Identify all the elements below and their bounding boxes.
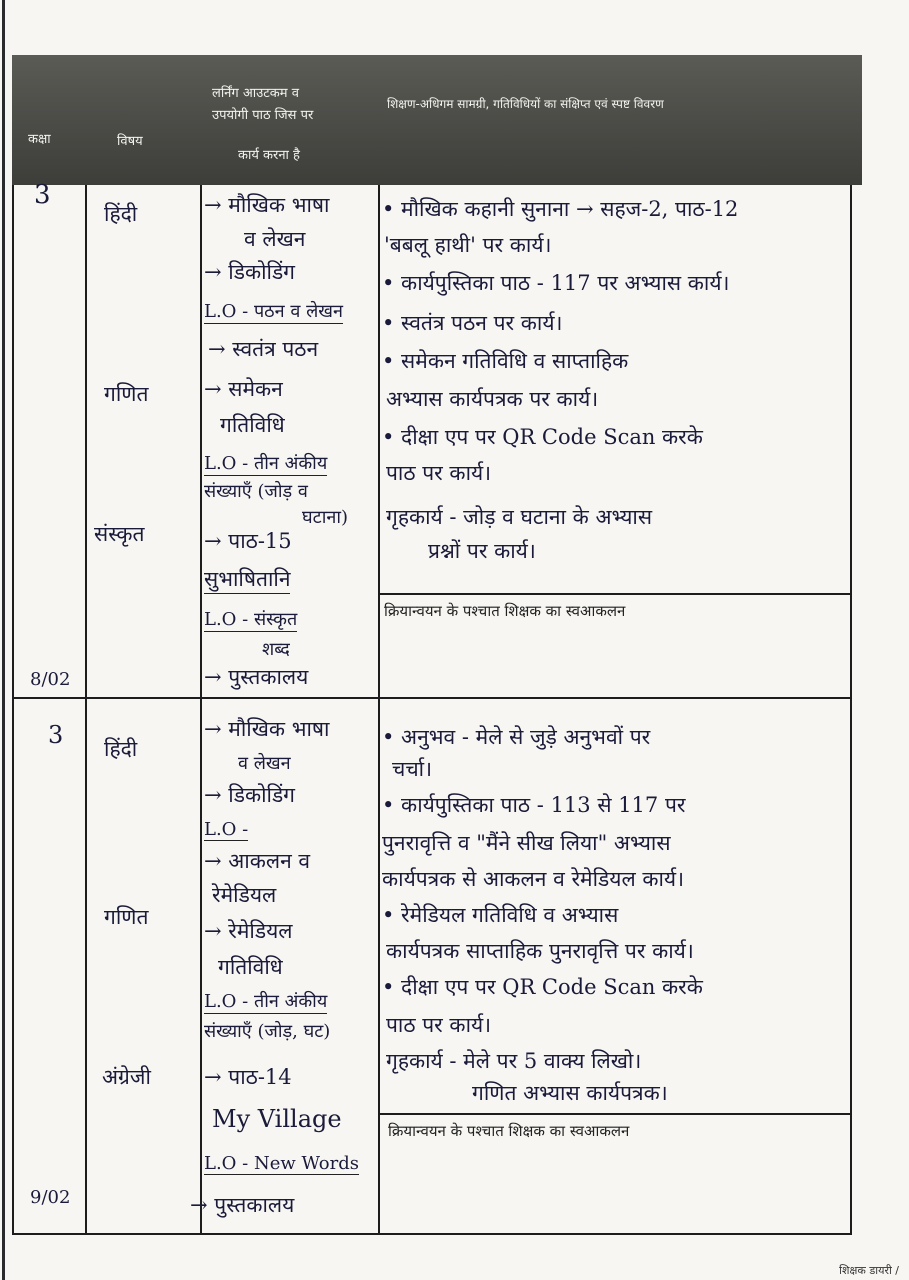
block2-outcome: → डिकोडिंग bbox=[204, 783, 296, 807]
block2-activity: गणित अभ्यास कार्यपत्रक। bbox=[472, 1081, 668, 1105]
block1-activity: 'बबलू हाथी' पर कार्य। bbox=[384, 233, 552, 257]
block1-outcome: → पुस्तकालय bbox=[204, 665, 309, 689]
self-assessment-divider-1 bbox=[378, 593, 852, 595]
block2-subject-hindi: हिंदी bbox=[104, 737, 138, 761]
block1-outcome: संख्याएँ (जोड़ व bbox=[204, 481, 308, 502]
block2-outcome: L.O - तीन अंकीय bbox=[204, 991, 328, 1012]
lesson-plan-table bbox=[12, 55, 862, 1235]
block2-outcome: रेमेडियल bbox=[212, 883, 277, 907]
header-outcome-3: कार्य करना है bbox=[238, 148, 300, 163]
header-outcome-1: लर्निंग आउटकम व bbox=[212, 86, 299, 101]
col-divider-1 bbox=[85, 185, 87, 1235]
block2-activity: • कार्यपुस्तिका पाठ - 113 से 117 पर bbox=[382, 793, 686, 817]
block1-outcome: → स्वतंत्र पठन bbox=[208, 337, 319, 361]
block2-date: 9/02 bbox=[30, 1187, 71, 1208]
col-divider-3 bbox=[378, 185, 380, 1235]
block2-outcome: L.O - bbox=[204, 819, 249, 840]
page-binding-edge bbox=[2, 0, 5, 1280]
block1-outcome: शब्द bbox=[262, 639, 290, 660]
block2-subject-english: अंग्रेजी bbox=[102, 1065, 151, 1089]
block2-self-assessment-label: क्रियान्वयन के पश्चात शिक्षक का स्वआकलन bbox=[388, 1122, 630, 1140]
header-class: कक्षा bbox=[28, 132, 51, 147]
block1-outcome: L.O - पठन व लेखन bbox=[204, 301, 343, 322]
header-subject: विषय bbox=[117, 134, 143, 149]
block2-class: 3 bbox=[48, 721, 64, 749]
block1-activity: पाठ पर कार्य। bbox=[386, 461, 492, 485]
col-divider-2 bbox=[200, 185, 202, 1235]
block1-outcome: व लेखन bbox=[244, 227, 306, 251]
table-left-border bbox=[12, 185, 14, 1235]
block1-outcome: सुभाषितानि bbox=[204, 565, 290, 594]
block1-class: 3 bbox=[34, 180, 51, 210]
block1-activity: • दीक्षा एप पर QR Code Scan करके bbox=[382, 425, 703, 449]
row-divider bbox=[12, 697, 852, 699]
block1-outcome: → पाठ-15 bbox=[204, 529, 292, 553]
block2-subject-maths: गणित bbox=[104, 905, 149, 929]
block1-outcome: गतिविधि bbox=[220, 413, 285, 437]
block2-activity: कार्यपत्रक साप्ताहिक पुनरावृत्ति पर कार्य। bbox=[386, 939, 694, 963]
block1-outcome: घटाना) bbox=[302, 507, 349, 528]
block1-outcome: → डिकोडिंग bbox=[204, 260, 296, 284]
block1-outcome: → मौखिक भाषा bbox=[204, 193, 330, 217]
table-right-border bbox=[850, 185, 852, 1235]
block2-outcome: गतिविधि bbox=[218, 955, 283, 979]
block1-outcome: L.O - संस्कृत bbox=[204, 609, 298, 630]
block2-activity: चर्चा। bbox=[392, 757, 433, 781]
page-footer: शिक्षक डायरी / bbox=[839, 1264, 899, 1277]
header-outcome-2: उपयोगी पाठ जिस पर bbox=[212, 108, 314, 123]
block2-outcome: My Village bbox=[212, 1105, 342, 1133]
block1-activity: अभ्यास कार्यपत्रक पर कार्य। bbox=[386, 387, 599, 411]
block1-activity: • मौखिक कहानी सुनाना → सहज-2, पाठ-12 bbox=[382, 197, 739, 221]
header-activity: शिक्षण-अधिगम सामग्री, गतिविधियों का संक्षिप्त एवं स्पष्ट विवरण bbox=[387, 97, 664, 111]
block1-subject-hindi: हिंदी bbox=[104, 202, 138, 226]
block2-activity: • रेमेडियल गतिविधि व अभ्यास bbox=[382, 903, 619, 927]
block2-activity: पाठ पर कार्य। bbox=[386, 1013, 492, 1037]
table-header bbox=[12, 55, 862, 185]
block1-activity: • कार्यपुस्तिका पाठ - 117 पर अभ्यास कार्य। bbox=[382, 271, 730, 295]
block1-outcome: → समेकन bbox=[204, 377, 283, 401]
block2-outcome: L.O - New Words bbox=[204, 1153, 359, 1174]
block2-activity: कार्यपत्रक से आकलन व रेमेडियल कार्य। bbox=[382, 867, 685, 891]
block2-activity: पुनरावृत्ति व "मैंने सीख लिया" अभ्यास bbox=[382, 831, 671, 855]
block1-activity: • स्वतंत्र पठन पर कार्य। bbox=[382, 311, 563, 335]
block1-subject-sanskrit: संस्कृत bbox=[94, 522, 145, 546]
block2-outcome: → पुस्तकालय bbox=[190, 1193, 295, 1217]
block1-subject-maths: गणित bbox=[104, 382, 149, 406]
block1-activity: गृहकार्य - जोड़ व घटाना के अभ्यास bbox=[386, 505, 653, 529]
block1-self-assessment-label: क्रियान्वयन के पश्चात शिक्षक का स्वआकलन bbox=[384, 602, 626, 620]
block2-outcome: → आकलन व bbox=[204, 849, 311, 873]
block2-activity: गृहकार्य - मेले पर 5 वाक्य लिखो। bbox=[386, 1049, 642, 1073]
block2-activity: • दीक्षा एप पर QR Code Scan करके bbox=[382, 975, 703, 999]
table-bottom-border bbox=[12, 1233, 852, 1235]
block1-activity: प्रश्नों पर कार्य। bbox=[428, 539, 536, 563]
block2-outcome: व लेखन bbox=[238, 753, 291, 774]
block2-outcome: संख्याएँ (जोड़, घट) bbox=[204, 1021, 331, 1042]
block1-outcome: L.O - तीन अंकीय bbox=[204, 453, 328, 474]
self-assessment-divider-2 bbox=[378, 1113, 852, 1115]
block1-date: 8/02 bbox=[30, 669, 71, 690]
block2-outcome: → मौखिक भाषा bbox=[204, 717, 330, 741]
block1-activity: • समेकन गतिविधि व साप्ताहिक bbox=[382, 349, 629, 373]
block2-outcome: → रेमेडियल bbox=[204, 919, 293, 943]
block2-activity: • अनुभव - मेले से जुड़े अनुभवों पर bbox=[382, 725, 651, 749]
block2-outcome: → पाठ-14 bbox=[204, 1065, 292, 1089]
